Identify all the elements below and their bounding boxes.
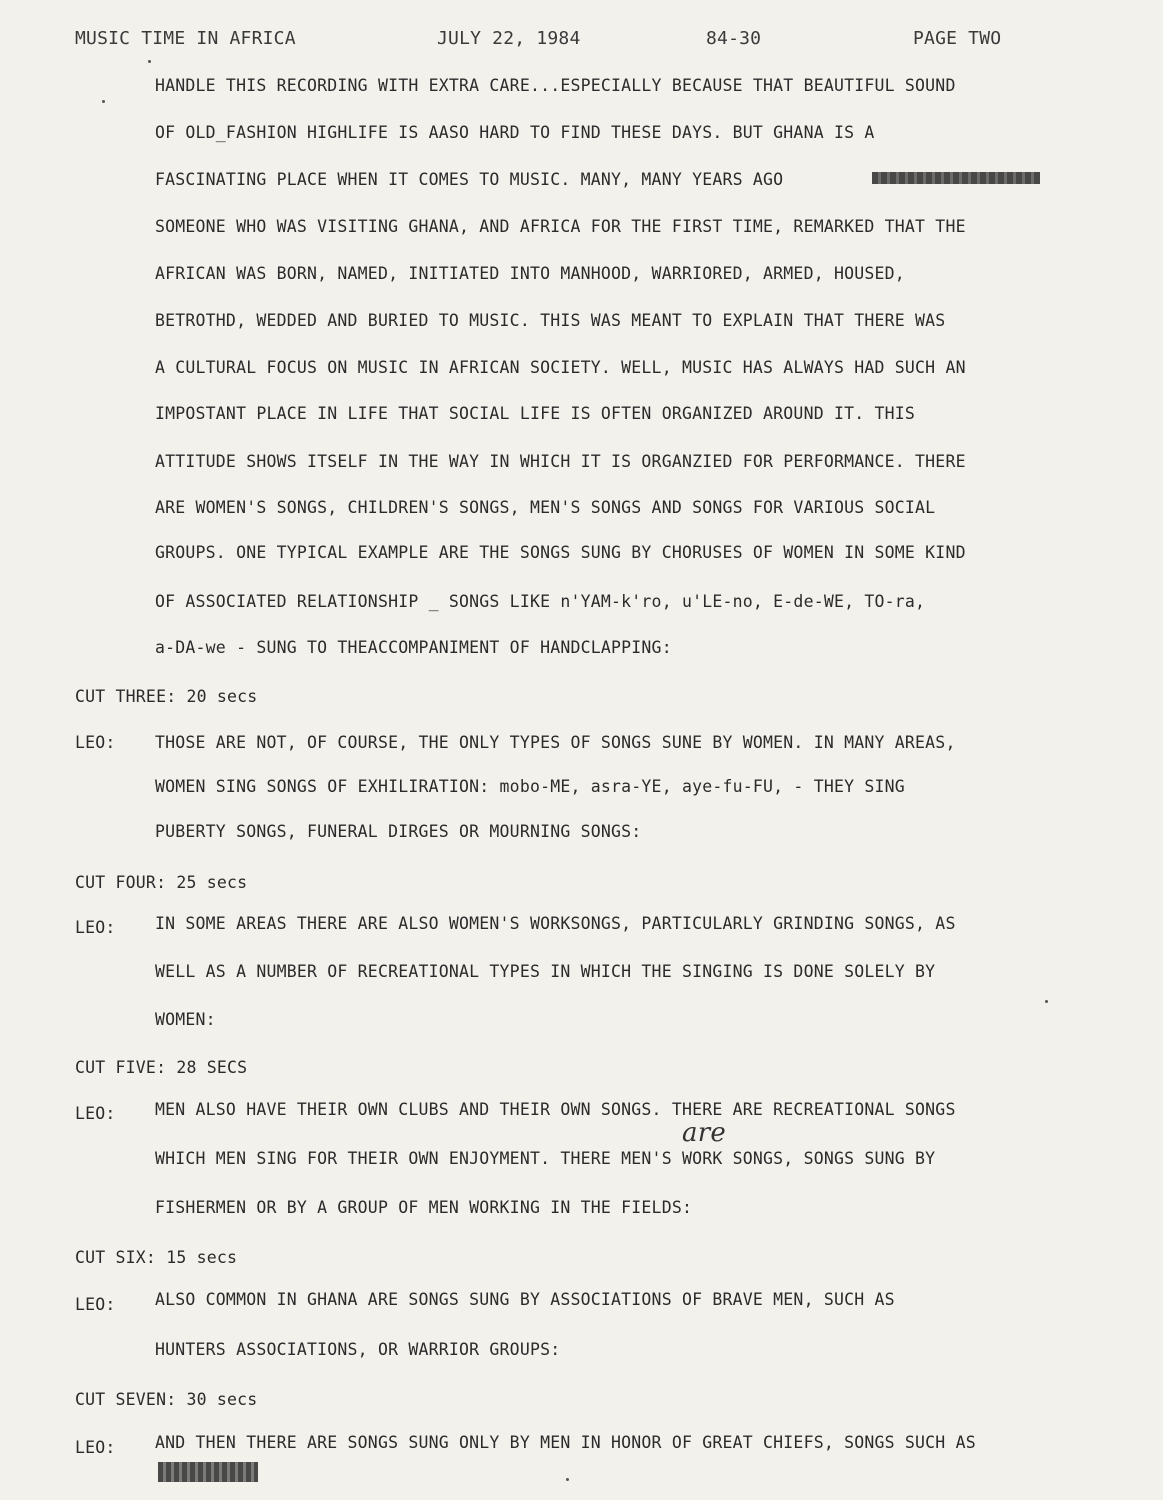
intro-line: IMPOSTANT PLACE IN LIFE THAT SOCIAL LIFE IS OFTEN ORGANIZED AROUND IT. THIS: [155, 404, 916, 423]
script-line: MEN ALSO HAVE THEIR OWN CLUBS AND THEIR OWN SONGS. THERE ARE RECREATIONAL SONGS: [155, 1100, 956, 1119]
script-line: WOMEN SING SONGS OF EXHILIRATION: mobo-ME, asra-YE, aye-fu-FU, - THEY SING: [155, 777, 905, 796]
speaker-label: LEO:: [75, 1295, 116, 1314]
script-line: FISHERMEN OR BY A GROUP OF MEN WORKING IN THE FIELDS:: [155, 1198, 693, 1217]
broadcast-date: JULY 22, 1984: [437, 28, 581, 49]
speaker-label: LEO:: [75, 733, 116, 752]
cut-five-label: CUT FIVE: 28 SECS: [75, 1058, 248, 1077]
paper-speck: [566, 1478, 569, 1481]
speaker-label: LEO:: [75, 1438, 116, 1457]
struck-out-text: [872, 172, 1040, 184]
script-line: ALSO COMMON IN GHANA ARE SONGS SUNG BY ASSOCIATIONS OF BRAVE MEN, SUCH AS: [155, 1290, 895, 1309]
paper-speck: [102, 100, 105, 103]
script-line: AND THEN THERE ARE SONGS SUNG ONLY BY MEN IN HONOR OF GREAT CHIEFS, SONGS SUCH AS: [155, 1433, 976, 1452]
speaker-label: LEO:: [75, 918, 116, 937]
intro-line: A CULTURAL FOCUS ON MUSIC IN AFRICAN SOCIETY. WELL, MUSIC HAS ALWAYS HAD SUCH AN: [155, 358, 966, 377]
intro-line: SOMEONE WHO WAS VISITING GHANA, AND AFRICA FOR THE FIRST TIME, REMARKED THAT THE: [155, 217, 966, 236]
intro-line: FASCINATING PLACE WHEN IT COMES TO MUSIC. MANY, MANY YEARS AGO: [155, 170, 784, 189]
script-line: WELL AS A NUMBER OF RECREATIONAL TYPES IN WHICH THE SINGING IS DONE SOLELY BY: [155, 962, 936, 981]
page-number: PAGE TWO: [913, 28, 1002, 49]
script-line: THOSE ARE NOT, OF COURSE, THE ONLY TYPES OF SONGS SUNE BY WOMEN. IN MANY AREAS,: [155, 733, 956, 752]
cut-six-label: CUT SIX: 15 secs: [75, 1248, 238, 1267]
struck-out-text: [158, 1462, 258, 1482]
intro-line: OF OLD_FASHION HIGHLIFE IS AASO HARD TO FIND THESE DAYS. BUT GHANA IS A: [155, 123, 875, 142]
intro-line: HANDLE THIS RECORDING WITH EXTRA CARE...ESPECIALLY BECAUSE THAT BEAUTIFUL SOUND: [155, 76, 956, 95]
intro-line: BETROTHD, WEDDED AND BURIED TO MUSIC. THIS WAS MEANT TO EXPLAIN THAT THERE WAS: [155, 311, 946, 330]
script-line: WHICH MEN SING FOR THEIR OWN ENJOYMENT. THERE MEN'S WORK SONGS, SONGS SUNG BY: [155, 1149, 936, 1168]
intro-line: OF ASSOCIATED RELATIONSHIP _ SONGS LIKE n'YAM-k'ro, u'LE-no, E-de-WE, TO-ra,: [155, 592, 926, 611]
cut-seven-label: CUT SEVEN: 30 secs: [75, 1390, 258, 1409]
intro-line: GROUPS. ONE TYPICAL EXAMPLE ARE THE SONGS SUNG BY CHORUSES OF WOMEN IN SOME KIND: [155, 543, 966, 562]
paper-speck: [1045, 1000, 1048, 1003]
episode-code: 84-30: [706, 28, 762, 49]
speaker-label: LEO:: [75, 1104, 116, 1123]
script-line: PUBERTY SONGS, FUNERAL DIRGES OR MOURNING SONGS:: [155, 822, 642, 841]
program-title: MUSIC TIME IN AFRICA: [75, 28, 296, 49]
paper-speck: [148, 60, 151, 63]
intro-line: ARE WOMEN'S SONGS, CHILDREN'S SONGS, MEN'S SONGS AND SONGS FOR VARIOUS SOCIAL: [155, 498, 936, 517]
script-line: WOMEN:: [155, 1010, 216, 1029]
intro-line: ATTITUDE SHOWS ITSELF IN THE WAY IN WHICH IT IS ORGANZIED FOR PERFORMANCE. THERE: [155, 452, 966, 471]
cut-four-label: CUT FOUR: 25 secs: [75, 873, 248, 892]
script-line: HUNTERS ASSOCIATIONS, OR WARRIOR GROUPS:: [155, 1340, 561, 1359]
intro-line: AFRICAN WAS BORN, NAMED, INITIATED INTO MANHOOD, WARRIORED, ARMED, HOUSED,: [155, 264, 905, 283]
handwritten-correction: are: [682, 1118, 726, 1148]
script-line: IN SOME AREAS THERE ARE ALSO WOMEN'S WORKSONGS, PARTICULARLY GRINDING SONGS, AS: [155, 914, 956, 933]
intro-line: a-DA-we - SUNG TO THEACCOMPANIMENT OF HANDCLAPPING:: [155, 638, 672, 657]
cut-three-label: CUT THREE: 20 secs: [75, 687, 258, 706]
